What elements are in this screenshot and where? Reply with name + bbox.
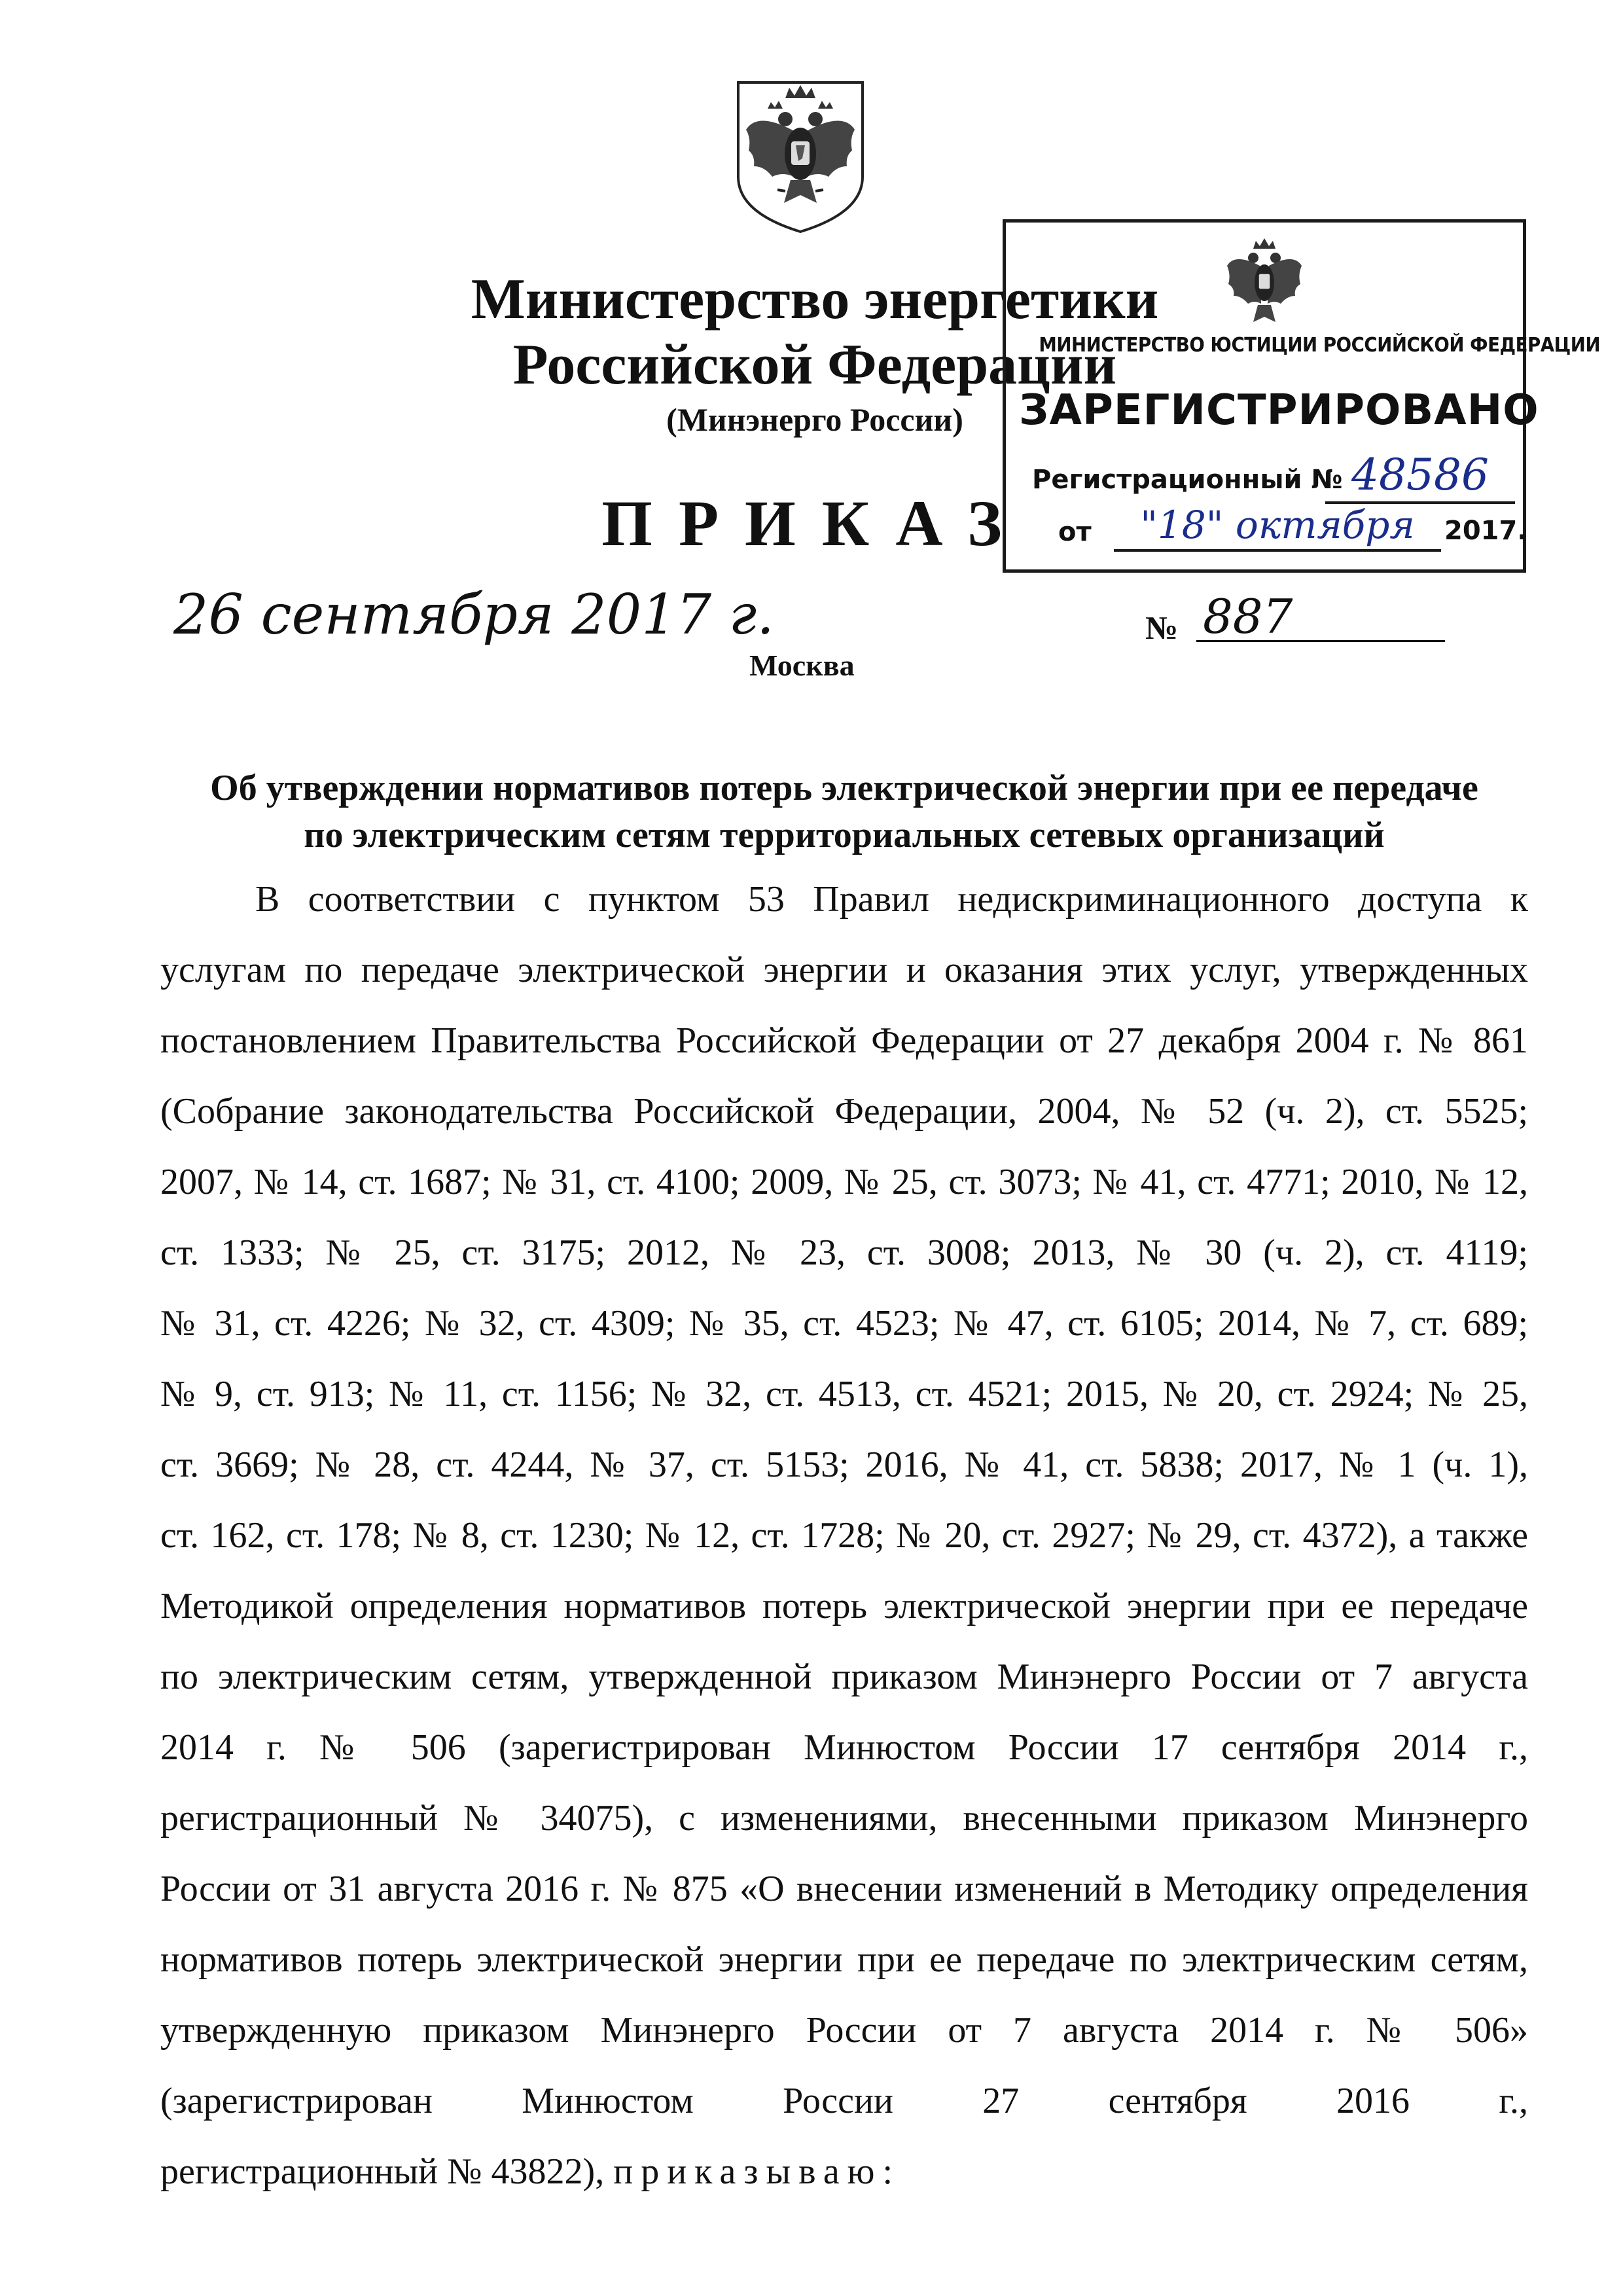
body-line: 2007, № 14, ст. 1687; № 31, ст. 4100; 2009, № 25, ст. 3073; № 41, ст. 4771; 2010, № 12, (160, 1162, 1528, 1202)
document-title-line-1: Об утверждении нормативов потерь электрической энергии при ее передаче (210, 768, 1478, 808)
city-label: Москва (749, 649, 855, 682)
body-line: (зарегистрирован Минюстом России 27 сентября 2016 г., (160, 2081, 1528, 2121)
stamp-regnum-value: 48586 (1325, 449, 1515, 504)
order-verb: приказываю: (613, 2151, 901, 2192)
body-line: ст. 1333; № 25, ст. 3175; 2012, № 23, ст. 3008; 2013, № 30 (ч. 2), ст. 4119; (160, 1232, 1528, 1273)
stamp-ministry-text: МИНИСТЕРСТВО ЮСТИЦИИ РОССИЙСКОЙ ФЕДЕРАЦИИ (1039, 334, 1601, 357)
stamp-emblem-icon (1222, 236, 1307, 327)
document-type-heading: ПРИКАЗ (601, 487, 1028, 560)
order-number-value: 887 (1196, 589, 1445, 642)
body-line-final (160, 2136, 1528, 2207)
body-line: Методикой определения нормативов потерь электрической энергии при ее передаче (160, 1586, 1528, 1626)
body-line: нормативов потерь электрической энергии при ее передаче по электрическим сетям, (160, 1939, 1528, 1980)
body-line: 2014 г. № 506 (зарегистрирован Минюстом России 17 сентября 2014 г., (160, 1727, 1528, 1768)
body-line: регистрационный № 43822), (160, 2151, 605, 2192)
order-date: 26 сентября 2017 г. (173, 583, 774, 647)
ministry-short-name: (Минэнерго России) (666, 401, 963, 438)
body-line: утвержденную приказом Минэнерго России от 7 августа 2014 г. № 506» (160, 2010, 1528, 2051)
body-line: № 9, ст. 913; № 11, ст. 1156; № 32, ст. 4513, ст. 4521; 2015, № 20, ст. 2924; № 25, (160, 1374, 1528, 1414)
ministry-name-line-2: Российской Федерации (512, 333, 1117, 397)
coat-of-arms-icon (732, 79, 869, 236)
body-line: ст. 162, ст. 178; № 8, ст. 1230; № 12, ст. 1728; № 20, ст. 2927; № 29, ст. 4372), а также (160, 1515, 1528, 1556)
body-line: № 31, ст. 4226; № 32, ст. 4309; № 35, ст. 4523; № 47, ст. 6105; 2014, № 7, ст. 689; (160, 1303, 1528, 1344)
stamp-regnum-label: Регистрационный № (1032, 465, 1343, 495)
stamp-status-text: ЗАРЕГИСТРИРОВАНО (1019, 386, 1539, 435)
body-line: В соответствии с пунктом 53 Правил недискриминационного доступа к (255, 879, 1528, 920)
body-line: России от 31 августа 2016 г. № 875 «О внесении изменений в Методику определения (160, 1869, 1528, 1909)
body-line: (Собрание законодательства Российской Федерации, 2004, № 52 (ч. 2), ст. 5525; (160, 1091, 1528, 1132)
ministry-name-line-1: Министерство энергетики (471, 268, 1159, 331)
registration-stamp (1003, 219, 1601, 573)
body-line: по электрическим сетям, утвержденной приказом Минэнерго России от 7 августа (160, 1657, 1528, 1697)
document-title-line-2: по электрическим сетям территориальных сетевых организаций (304, 815, 1385, 855)
body-text (160, 864, 1528, 2207)
body-line: ст. 3669; № 28, ст. 4244, № 37, ст. 5153; 2016, № 41, ст. 5838; 2017, № 1 (ч. 1), (160, 1444, 1528, 1485)
order-number-label: № (1145, 609, 1179, 646)
body-line: постановлением Правительства Российской Федерации от 27 декабря 2004 г. № 861 (160, 1020, 1528, 1061)
body-line: услугам по передаче электрической энергии и оказания этих услуг, утвержденных (160, 950, 1528, 990)
stamp-date-value: "18" октября (1114, 501, 1441, 552)
body-line: регистрационный № 34075), с изменениями, внесенными приказом Минэнерго (160, 1798, 1528, 1839)
stamp-date-year: 2017. (1444, 516, 1527, 546)
stamp-date-prefix: от (1058, 517, 1092, 547)
